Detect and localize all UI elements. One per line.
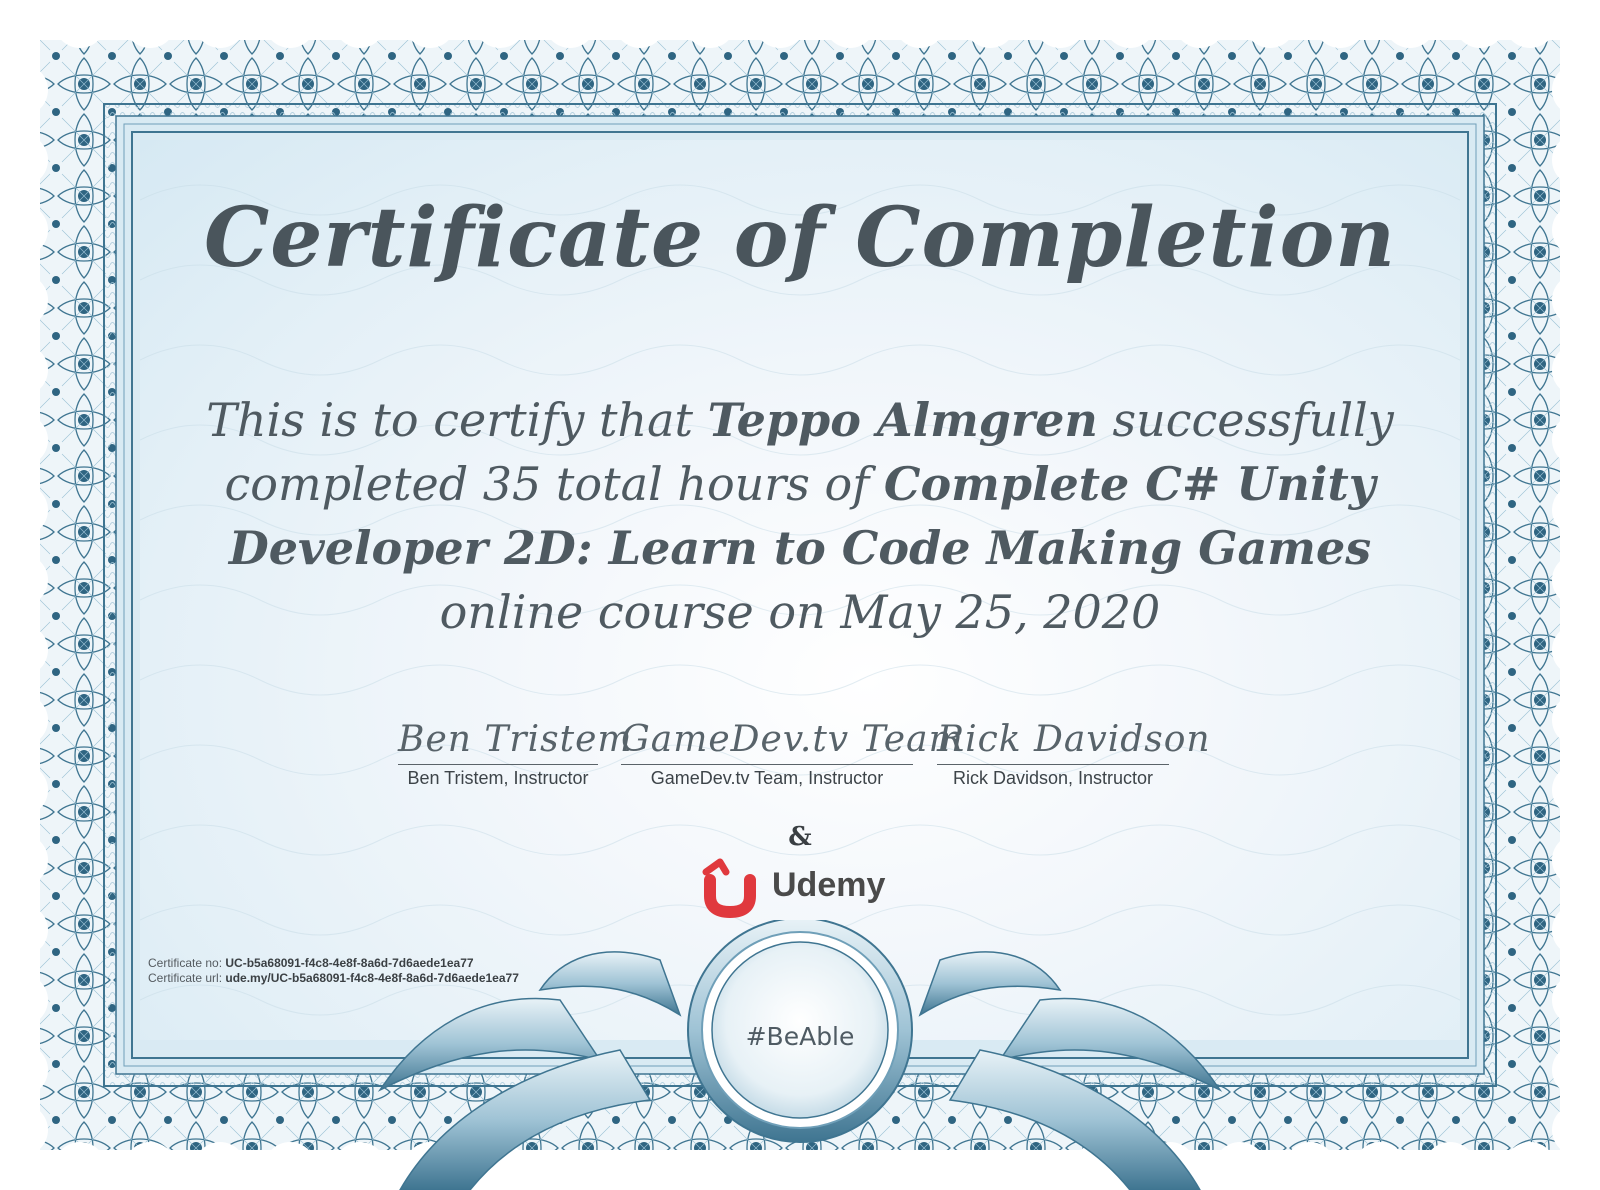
signature-rick-davidson	[937, 718, 1211, 791]
udemy-wordmark: Udemy	[772, 866, 886, 904]
signature-script: Rick Davidson	[937, 719, 1211, 760]
signature-gamedev-team	[621, 718, 964, 791]
seal-ribbon-emblem	[0, 920, 1600, 1190]
signature-caption: Ben Tristem, Instructor	[407, 768, 589, 788]
certificate-url[interactable]: ude.my/UC-b5a68091-f4c8-4e8f-8a6d-7d6aede1ea77	[225, 971, 519, 985]
statement-outro: online course on May 25, 2020	[439, 585, 1161, 639]
certificate-number: UC-b5a68091-f4c8-4e8f-8a6d-7d6aede1ea77	[225, 956, 474, 970]
certificate-number-label: Certificate no:	[148, 956, 223, 970]
udemy-u-icon	[700, 858, 770, 918]
signature-caption: GameDev.tv Team, Instructor	[650, 768, 884, 788]
signature-script: GameDev.tv Team	[621, 719, 964, 760]
statement-intro: This is to certify that	[206, 393, 694, 447]
statement-mid: successfully completed 35 total hours of	[224, 393, 1394, 511]
ampersand: &	[788, 822, 812, 852]
seal-hashtag: #BeAble	[745, 1022, 855, 1051]
signature-ben-tristem	[398, 718, 633, 791]
certificate-url-label: Certificate url:	[148, 971, 223, 985]
certificate-statement	[160, 388, 1440, 644]
signature-caption: Rick Davidson, Instructor	[952, 768, 1154, 788]
certificate-title: Certificate of Completion	[204, 190, 1396, 286]
udemy-logo	[700, 858, 900, 918]
recipient-name: Teppo Almgren	[707, 393, 1098, 447]
signature-script: Ben Tristem	[398, 719, 633, 760]
signatures-row	[0, 718, 1600, 798]
course-title: Complete C# Unity Developer 2D: Learn to Code Making Games	[228, 457, 1376, 575]
